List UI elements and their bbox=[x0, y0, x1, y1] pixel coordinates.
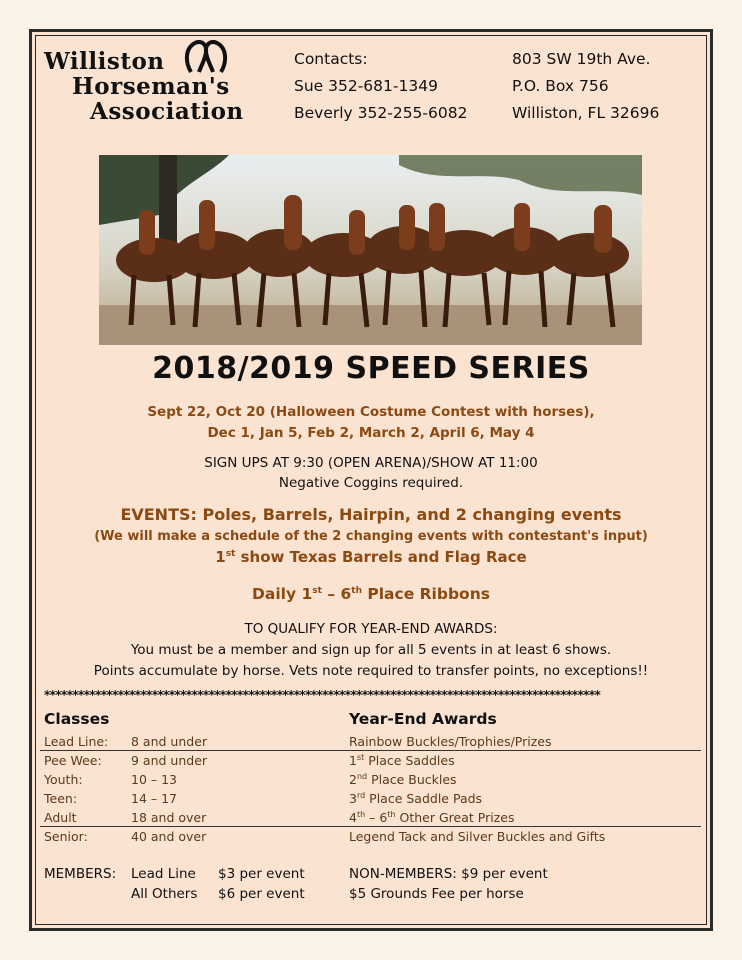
class-label: Pee Wee: bbox=[44, 753, 102, 768]
class-age: 8 and under bbox=[131, 734, 208, 749]
horses-illustration bbox=[99, 155, 642, 345]
members-label: MEMBERS: bbox=[44, 866, 117, 882]
logo-line-3: Association bbox=[90, 98, 244, 125]
coggins-note: Negative Coggins required. bbox=[278, 475, 464, 491]
events-note: (We will make a schedule of the 2 changing events with contestant's input) bbox=[94, 529, 648, 544]
first-show-line bbox=[40, 548, 702, 566]
all-others-fee-label: All Others bbox=[131, 886, 198, 902]
page-title: 2018/2019 SPEED SERIES bbox=[152, 351, 590, 386]
contacts-block bbox=[294, 46, 467, 127]
dates-line-2: Dec 1, Jan 5, Feb 2, March 2, April 6, May 4 bbox=[207, 425, 535, 441]
signup-info bbox=[40, 453, 702, 493]
award-text: Rainbow Buckles/Trophies/Prizes bbox=[349, 734, 552, 749]
first-show-sup: st bbox=[225, 549, 236, 559]
lead-line-fee: $3 per event bbox=[218, 866, 305, 882]
award-item bbox=[349, 791, 482, 806]
award-sup: rd bbox=[356, 791, 366, 800]
award-item bbox=[349, 829, 605, 844]
award-place: 3 bbox=[349, 791, 357, 807]
ribbons-a: Daily 1 bbox=[252, 585, 313, 603]
classes-heading: Classes bbox=[44, 710, 110, 728]
class-label: Senior: bbox=[44, 829, 88, 844]
logo-line-1: Williston bbox=[44, 48, 165, 75]
lead-line-fee-label: Lead Line bbox=[131, 866, 196, 882]
address-po-box: P.O. Box 756 bbox=[512, 77, 609, 95]
event-dates bbox=[40, 402, 702, 444]
all-others-fee: $6 per event bbox=[218, 886, 305, 902]
award-sup: th bbox=[387, 810, 396, 819]
ribbons-b: – 6 bbox=[321, 585, 352, 603]
class-label: Adult bbox=[44, 810, 77, 825]
horses-photo bbox=[99, 155, 642, 345]
class-label: Teen: bbox=[44, 791, 78, 806]
contacts-heading: Contacts: bbox=[294, 50, 368, 68]
address-city: Williston, FL 32696 bbox=[512, 104, 660, 122]
star-divider: ************************************************************************************************** bbox=[44, 688, 601, 702]
contact-sue: Sue 352-681-1349 bbox=[294, 77, 438, 95]
qualify-line-1: You must be a member and sign up for all 5 events in at least 6 shows. bbox=[130, 642, 612, 658]
class-age: 10 – 13 bbox=[131, 772, 178, 787]
qualify-heading: TO QUALIFY FOR YEAR-END AWARDS: bbox=[244, 621, 498, 637]
award-text: Place Saddle Pads bbox=[365, 791, 483, 807]
ribbons-c: Place Ribbons bbox=[361, 585, 490, 603]
award-sup: st bbox=[356, 753, 365, 762]
award-text: Legend Tack and Silver Buckles and Gifts bbox=[349, 829, 606, 844]
qualify-line-2: Points accumulate by horse. Vets note required to transfer points, no exceptions!! bbox=[93, 663, 649, 679]
class-age: 14 – 17 bbox=[131, 791, 178, 806]
row-rule bbox=[40, 750, 701, 751]
qualify-block bbox=[40, 619, 702, 682]
non-members-fee: NON-MEMBERS: $9 per event bbox=[349, 866, 548, 882]
award-item bbox=[349, 734, 552, 749]
award-place: 2 bbox=[349, 772, 357, 788]
award-item bbox=[349, 772, 457, 787]
award-text: Other Great Prizes bbox=[395, 810, 515, 826]
address-street: 803 SW 19th Ave. bbox=[512, 50, 651, 68]
award-place: 4 bbox=[349, 810, 357, 826]
logo-line-2: Horseman's bbox=[72, 73, 230, 100]
horseshoe-icon bbox=[183, 40, 229, 74]
award-text: – 6 bbox=[365, 810, 388, 826]
award-item bbox=[349, 810, 514, 825]
award-sup: nd bbox=[356, 772, 368, 781]
awards-heading: Year-End Awards bbox=[349, 710, 497, 728]
class-age: 40 and over bbox=[131, 829, 207, 844]
ribbons-a-sup: st bbox=[312, 585, 322, 596]
dates-line-1: Sept 22, Oct 20 (Halloween Costume Contest with horses), bbox=[147, 404, 595, 420]
class-label: Lead Line: bbox=[44, 734, 109, 749]
class-label: Youth: bbox=[44, 772, 83, 787]
grounds-fee: $5 Grounds Fee per horse bbox=[349, 886, 524, 902]
address-block bbox=[512, 46, 659, 127]
first-show-number: 1 bbox=[215, 548, 226, 566]
ribbons-b-sup: th bbox=[351, 585, 362, 596]
class-age: 9 and under bbox=[131, 753, 208, 768]
award-place: 1 bbox=[349, 753, 357, 769]
award-item bbox=[349, 753, 455, 768]
first-show-text: show Texas Barrels and Flag Race bbox=[235, 548, 527, 566]
signup-time: SIGN UPS AT 9:30 (OPEN ARENA)/SHOW AT 11:00 bbox=[204, 455, 538, 471]
award-sup: th bbox=[356, 810, 366, 819]
award-text: Place Saddles bbox=[364, 753, 455, 769]
contact-beverly: Beverly 352-255-6082 bbox=[294, 104, 468, 122]
row-rule bbox=[40, 826, 701, 827]
class-age: 18 and over bbox=[131, 810, 207, 825]
association-logo bbox=[44, 40, 264, 125]
events-line: EVENTS: Poles, Barrels, Hairpin, and 2 changing events bbox=[120, 505, 622, 524]
ribbons-line bbox=[40, 585, 702, 603]
award-text: Place Buckles bbox=[367, 772, 457, 788]
